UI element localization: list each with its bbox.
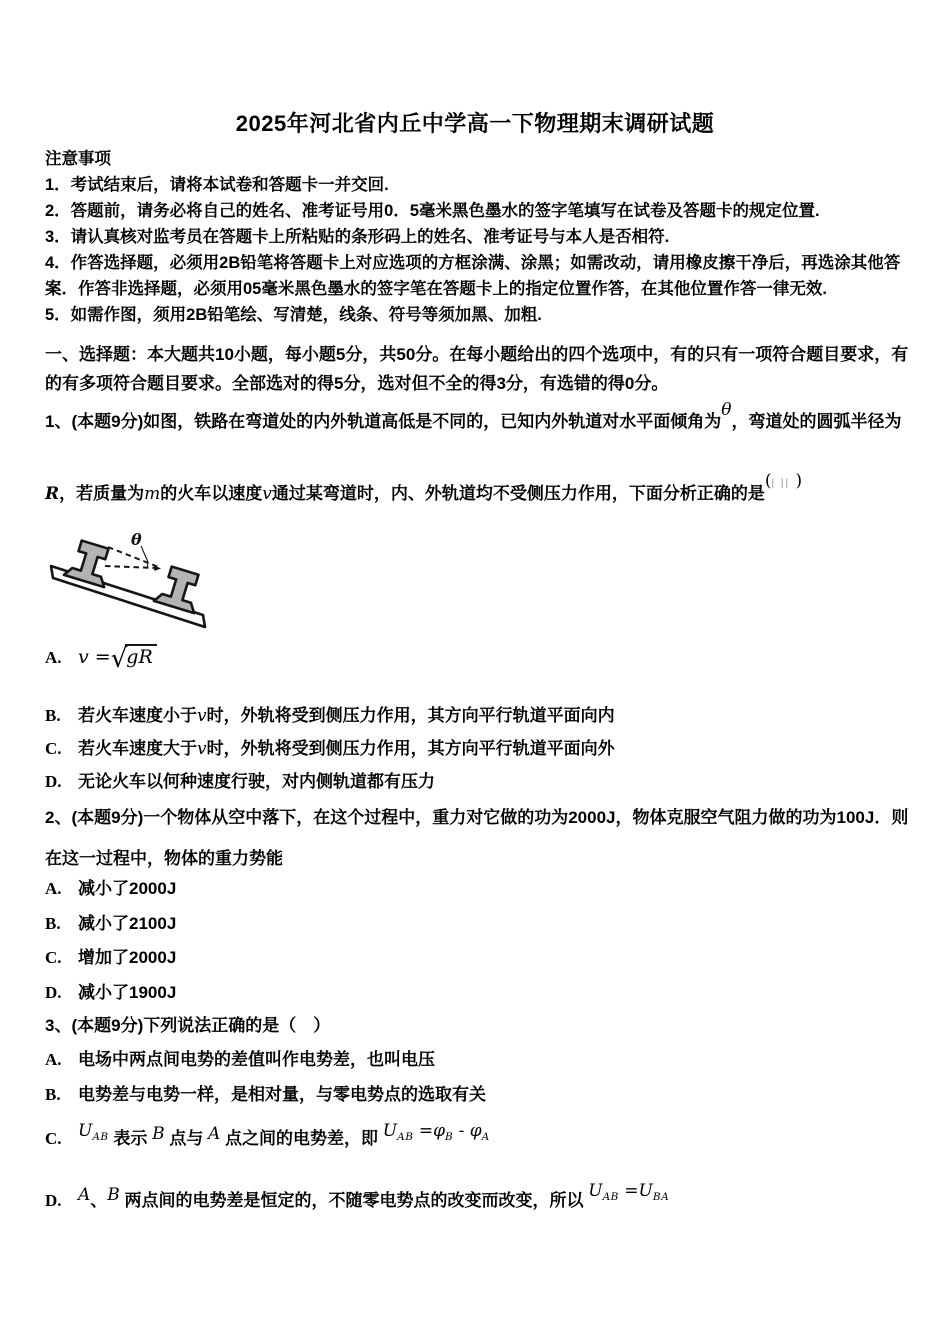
option-label: C. — [45, 739, 62, 758]
q1-option-a — [45, 644, 157, 674]
angle-tick — [141, 546, 148, 562]
page-title: 2025年河北省内丘中学高一下物理期末调研试题 — [235, 111, 715, 136]
option-label: D. — [45, 1191, 62, 1210]
q2-option-b — [45, 909, 176, 934]
option-label: B. — [45, 914, 61, 933]
q2-option-d — [45, 978, 176, 1003]
q1-stem-line1: 1、(本题9分)如图，铁路在弯道处的内外轨道高低是不同的，已知内外轨道对水平面倾角为θ，弯道处的圆弧半径为 — [45, 400, 902, 431]
option-label: B. — [45, 706, 61, 725]
notice-heading: 注意事项 — [45, 150, 111, 168]
option-label: C. — [45, 1129, 62, 1148]
option-text: 电场中两点间电势的差值叫作电势差，也叫电压 — [78, 1050, 435, 1069]
option-label: A. — [45, 1050, 62, 1069]
option-label: A. — [45, 879, 62, 898]
option-label: C. — [45, 948, 62, 967]
option-label: B. — [45, 1085, 61, 1104]
option-text: v =√gR — [78, 644, 157, 674]
notice-item-2: 2．答题前，请务必将自己的姓名、准考证号用0．5毫米黑色墨水的签字笔填写在试卷及答题卡的规定位置. — [45, 202, 820, 220]
notice-item-3: 3．请认真核对监考员在答题卡上所粘贴的条形码上的姓名、准考证号与本人是否相符. — [45, 228, 670, 246]
option-label: A. — [45, 648, 62, 667]
horizontal-dashed-line — [105, 566, 156, 568]
option-text: 无论火车以何种速度行驶，对内侧轨道都有压力 — [78, 772, 435, 791]
option-text: 减小了1900J — [78, 983, 177, 1002]
q3-option-a — [45, 1045, 435, 1070]
option-label: D. — [45, 772, 62, 791]
section-one-header: 一、选择题：本大题共10小题，每小题5分，共50分。在每小题给出的四个选项中，有的只有一项符合题目要求，有的有多项符合题目要求。全部选对的得5分，选对但不全的得3分，有选错的得0分。 — [45, 345, 909, 393]
option-text: 若火车速度小于v时，外轨将受到侧压力作用，其方向平行轨道平面向内 — [78, 706, 615, 726]
q2-option-a — [45, 874, 176, 899]
incline-dashed-line — [108, 547, 161, 568]
option-label: D. — [45, 983, 62, 1002]
q3-option-b — [45, 1080, 486, 1105]
q2-option-c — [45, 943, 176, 968]
option-text: 电势差与电势一样，是相对量，与零电势点的选取有关 — [78, 1085, 486, 1104]
option-text: 若火车速度大于v时，外轨将受到侧压力作用，其方向平行轨道平面向外 — [78, 739, 615, 759]
option-text: 增加了2000J — [78, 948, 177, 967]
notice-item-4: 4．作答选择题，必须用2B铅笔将答题卡上对应选项的方框涂满、涂黑；如需改动，请用橡皮擦干净后，再选涂其他答案．作答非选择题，必须用05毫米黑色墨水的签字笔在答题卡上的指定位置作答，在其他位置作答一律无效. — [45, 254, 901, 298]
banked-railway-track-figure — [30, 515, 230, 641]
q1-option-b — [45, 701, 615, 726]
option-text: 减小了2100J — [78, 914, 177, 933]
q3-stem: 3、(本题9分)下列说法正确的是（ ） — [45, 1016, 331, 1035]
option-text: A、B 两点间的电势差是恒定的，不随零电势点的改变而改变，所以 $U_{AB} =U_{BA}$ — [78, 1181, 670, 1210]
q2-stem: 2、(本题9分)一个物体从空中落下，在这个过程中，重力对它做的功为2000J，物体克服空气阻力做的功为100J．则在这一过程中，物体的重力势能 — [45, 808, 909, 868]
notice-item-1: 1．考试结束后，请将本试卷和答题卡一并交回. — [45, 176, 389, 194]
q1-option-c — [45, 734, 615, 759]
q1-option-d — [45, 767, 435, 792]
notice-section — [45, 146, 919, 328]
notice-item-5: 5．如需作图，须用2B铅笔绘、写清楚，线条、符号等须加黑、加粗. — [45, 306, 542, 324]
option-text: 减小了2000J — [78, 879, 177, 898]
q3-option-d — [45, 1181, 670, 1213]
q1-stem-line2: R，若质量为m的火车以速度v通过某弯道时，内、外轨道均不受侧压力作用，下面分析正确的是(| || ) — [45, 471, 803, 504]
theta-label: θ — [131, 530, 142, 549]
option-text: $U_{AB}$ 表示 B 点与 A 点之间的电势差，即 $U_{AB} =\varphi_B - \varphi_A$ — [78, 1121, 490, 1148]
q3-option-c — [45, 1121, 490, 1151]
